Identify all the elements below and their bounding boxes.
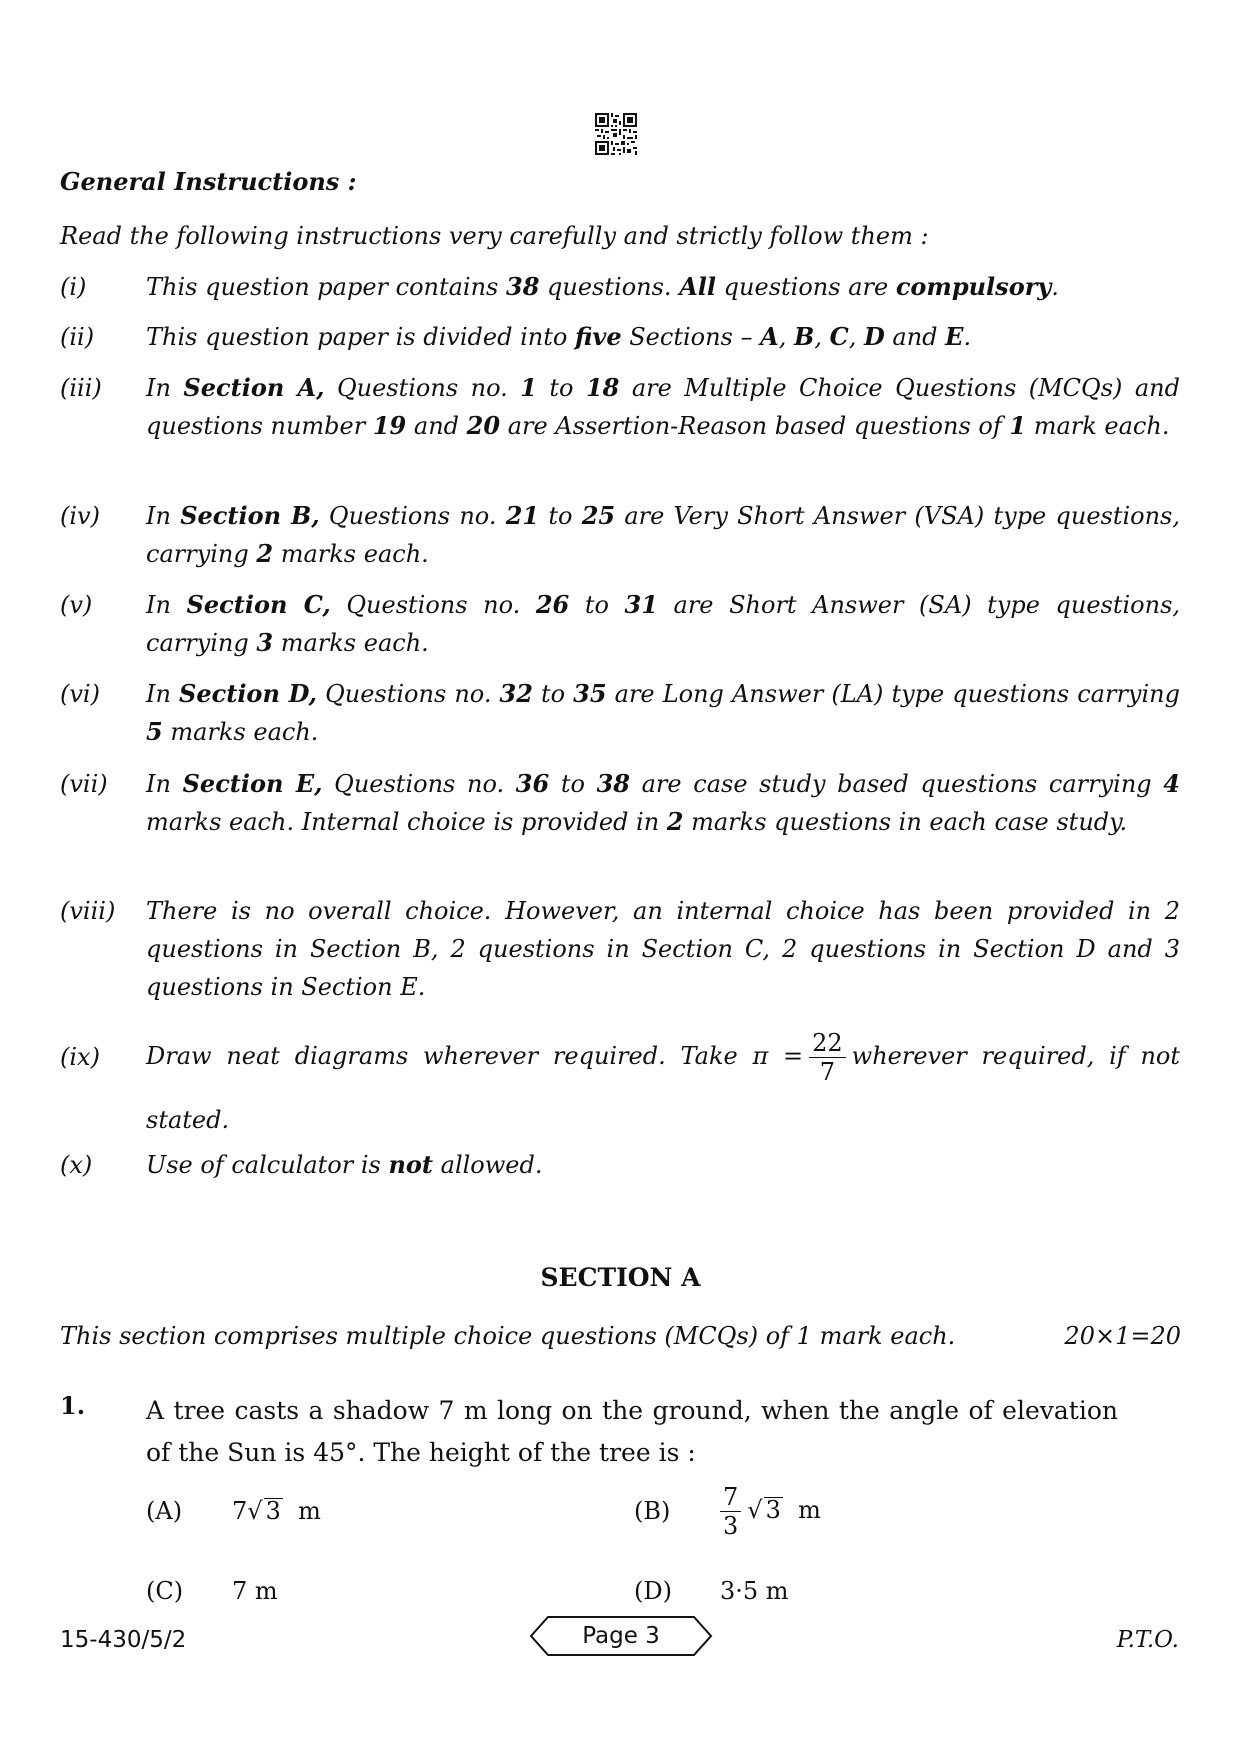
instruction-item-ii <box>60 318 1180 356</box>
instruction-number: (i) <box>60 273 87 301</box>
instruction-number: (iv) <box>60 502 100 530</box>
instruction-item-vii <box>60 765 1180 841</box>
option-value: 7 m <box>232 1577 278 1605</box>
instruction-text: Draw neat diagrams wherever required. Take π = $\frac{22}{7}$ wherever required, if not stated. <box>146 1029 1180 1134</box>
option-a <box>146 1476 321 1546</box>
general-instructions-title: General Instructions : <box>60 167 357 196</box>
instruction-item-v <box>60 586 1180 662</box>
option-c <box>146 1556 278 1626</box>
instruction-text: In Section D, Questions no. 32 to 35 are Long Answer (LA) type questions carrying 5 marks each. <box>146 679 1180 746</box>
instruction-text: There is no overall choice. However, an internal choice has been provided in 2 questions in Section B, 2 questions in Section C, 2 questions in Section D and 3 questions in Section E. <box>146 897 1180 1001</box>
instruction-item-i <box>60 268 1180 306</box>
instruction-text: In Section C, Questions no. 26 to 31 are Short Answer (SA) type questions, carrying 3 marks each. <box>146 590 1181 657</box>
instruction-text: In Section A, Questions no. 1 to 18 are Multiple Choice Questions (MCQs) and questions number 19 and 20 are Assertion-Reason based questions of 1 mark each. <box>146 373 1180 440</box>
pi-fraction: $\frac{22}{7}$ <box>809 1029 846 1086</box>
question-number: 1. <box>60 1391 86 1420</box>
page-number-badge <box>528 1614 714 1658</box>
instructions-intro: Read the following instructions very carefully and strictly follow them : <box>60 222 929 250</box>
option-value: $\frac{7}{3}$ √ 3 m <box>720 1483 821 1540</box>
option-label: (B) <box>634 1497 671 1525</box>
pto-label: P.T.O. <box>1116 1627 1179 1653</box>
instruction-item-ix <box>60 1024 1180 1152</box>
instruction-item-iii <box>60 369 1180 445</box>
instruction-text: In Section B, Questions no. 21 to 25 are Very Short Answer (VSA) type questions, carrying 2 marks each. <box>146 501 1181 568</box>
instruction-text: In Section E, Questions no. 36 to 38 are case study based questions carrying 4 marks each. Internal choice is provided in 2 marks questions in each case study. <box>146 769 1180 836</box>
instruction-number: (x) <box>60 1151 93 1179</box>
instruction-number: (viii) <box>60 897 116 925</box>
option-label: (C) <box>146 1577 184 1605</box>
page-number: Page 3 <box>582 1623 660 1649</box>
instruction-number: (ix) <box>60 1043 100 1071</box>
option-value: 7√ 3 m <box>232 1497 321 1525</box>
qr-code-icon <box>595 113 637 155</box>
instruction-number: (iii) <box>60 374 102 402</box>
section-description: This section comprises multiple choice questions (MCQs) of 1 mark each. <box>60 1322 956 1350</box>
instruction-item-vi <box>60 675 1180 751</box>
option-value: 3·5 m <box>720 1577 789 1605</box>
option-label: (D) <box>634 1577 672 1605</box>
instruction-item-x <box>60 1146 1180 1184</box>
instruction-number: (vi) <box>60 680 100 708</box>
instruction-item-viii <box>60 892 1180 1006</box>
section-title: SECTION A <box>540 1263 701 1292</box>
paper-code: 15-430/5/2 <box>60 1627 187 1653</box>
section-marks: 20×1=20 <box>1064 1322 1181 1350</box>
question-text: A tree casts a shadow 7 m long on the ground, when the angle of elevation of the Sun is 45°. The height of the tree is : <box>146 1396 1118 1467</box>
instruction-text: Use of calculator is not allowed. <box>146 1150 543 1179</box>
instruction-item-iv <box>60 497 1180 573</box>
instruction-number: (ii) <box>60 323 95 351</box>
option-label: (A) <box>146 1497 183 1525</box>
instruction-text: This question paper is divided into five Sections – A, B, C, D and E. <box>146 322 972 351</box>
instruction-text: This question paper contains 38 questions. All questions are compulsory. <box>146 272 1059 301</box>
instruction-number: (v) <box>60 591 93 619</box>
instruction-number: (vii) <box>60 770 108 798</box>
option-b <box>634 1476 821 1546</box>
